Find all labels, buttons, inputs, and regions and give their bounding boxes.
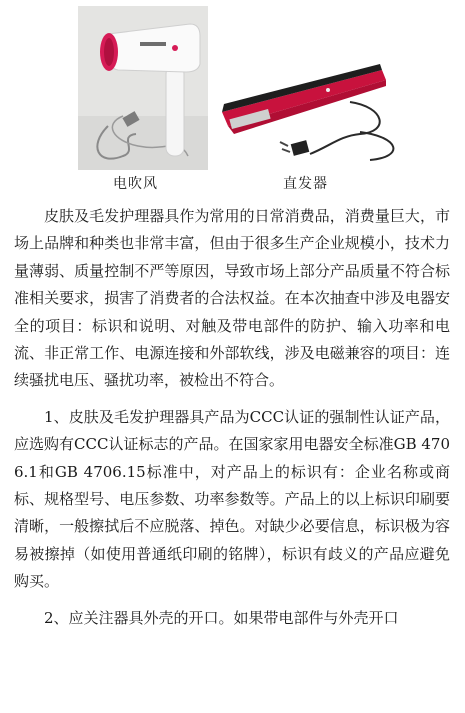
paragraph-tip-1: 1、皮肤及毛发护理器具产品为CCC认证的强制性认证产品，应选购有CCC认证标志的产品。在国家家用电器安全标准GB 4706.1和GB 4706.15标准中，对产品上的标识有：企业名称或商标、规格型号、电压参数、功率参数等。产品上的以上标识印刷要清晰，一般擦拭后不应脱落、掉色。对缺少必要信息，标识极为容易被擦掉（如使用普通纸印刷的铭牌），标识有歧义的产品应避免购买。 xyxy=(14,407,450,591)
paragraph-intro: 皮肤及毛发护理器具作为常用的日常消费品，消费量巨大，市场上品牌和种类也非常丰富，但由于很多生产企业规模小，技术力量薄弱、质量控制不严等原因，导致市场上部分产品质量不符合标准相关要求，损害了消费者的合法权益。在本次抽查中涉及电器安全的项目：标识和说明、对触及带电部件的防护、输入功率和电流、非正常工作、电源连接和外部软线，涉及电磁兼容的项目：连续骚扰电压、骚扰功率，被检出不符合。 xyxy=(14,207,450,390)
product-figures xyxy=(0,0,465,200)
hair-dryer-caption: 电吹风 xyxy=(113,176,158,192)
paragraph-tip-2: 2、应关注器具外壳的开口。如果带电部件与外壳开口 xyxy=(44,608,399,627)
article-body xyxy=(14,203,450,641)
hair-straightener-photo xyxy=(210,62,410,166)
straightener-caption: 直发器 xyxy=(283,176,328,192)
hair-dryer-photo xyxy=(78,6,208,170)
